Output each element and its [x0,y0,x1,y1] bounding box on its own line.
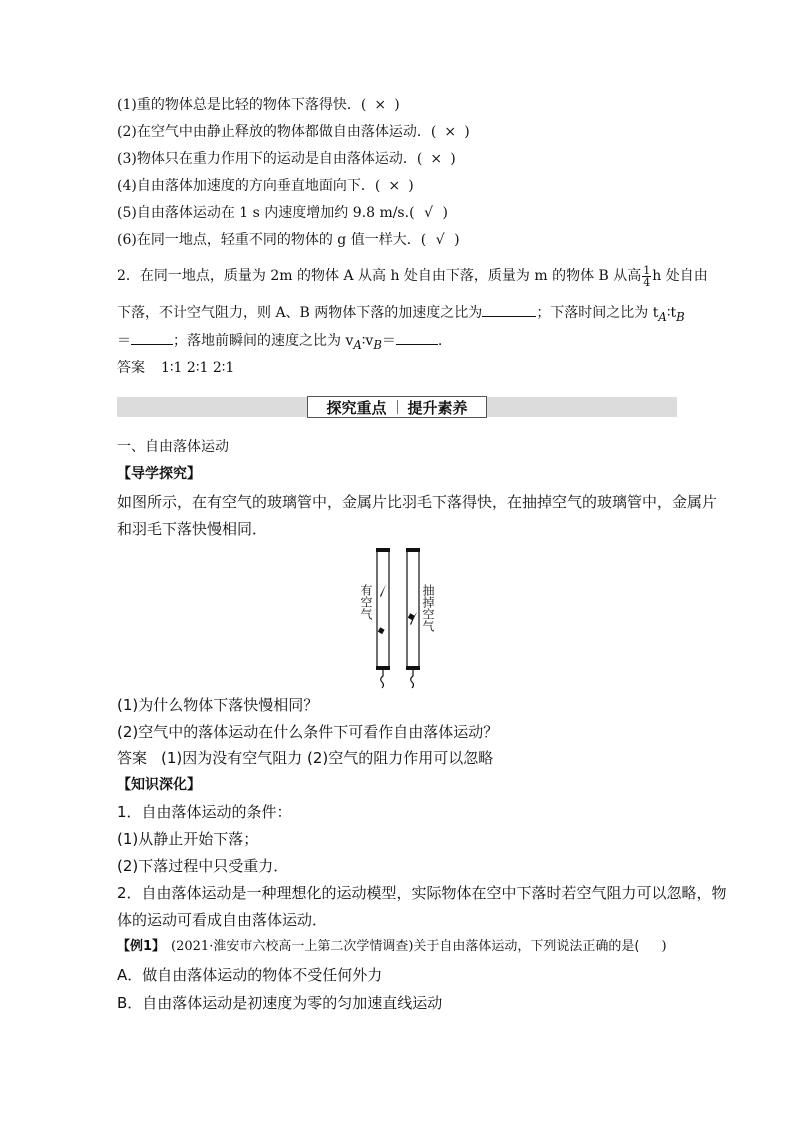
subscript: B [676,309,685,324]
subscript: A [658,309,667,324]
falling-tubes-figure [355,548,445,690]
q2-line-2 [117,302,685,327]
judgment-text: (5)自由落体运动在 1 s 内速度增加约 9.8 m/s.( [117,205,415,221]
judgment-mark: × [444,124,457,140]
q2-text: ∶t [666,305,677,321]
example-label: 【例1】 [117,939,166,954]
guide-label: 【导学探究】 [117,466,201,482]
q2-text: 下落，不计空气阻力，则 A、B 两物体下落的加速度之比为 [117,305,483,321]
knowledge-1: 1．自由落体运动的条件： [117,803,292,821]
q2-line-1 [117,263,708,289]
section-heading: 一、自由落体运动 [117,439,229,455]
knowledge-2-line-2: 体的运动可看成自由落体运动． [117,911,328,929]
example-stem-close: ) [661,939,667,954]
option-a: A．做自由落体运动的物体不受任何外力 [117,966,383,984]
question-1: (1)为什么物体下落快慢相同？ [117,696,319,714]
answer-blank-accel-ratio[interactable] [482,302,536,317]
example-stem: 关于自由落体运动，下列说法正确的是( [413,939,640,954]
judgment-3 [117,149,456,169]
judgment-mark: × [388,178,401,194]
judgment-mark: × [430,151,443,167]
section1-answer [117,748,493,768]
judgment-5 [117,203,448,223]
answer-blank-time-ratio[interactable] [131,330,173,345]
q2-text: ＝ [117,333,131,349]
q2-text: ；下落时间之比为 t [536,305,659,321]
knowledge-label: 【知识深化】 [117,777,201,793]
q2-line-3 [117,330,442,355]
judgment-close: ) [450,151,456,167]
option-b: B．自由落体运动是初速度为零的匀加速直线运动 [117,994,443,1012]
q2-text: h 处自由 [652,268,708,284]
right-tube-base [406,666,420,670]
fraction-denominator: 4 [643,275,651,289]
judgment-1 [117,95,400,115]
banner-right: 提升素养 [407,398,468,417]
fraction-one-quarter [642,265,651,288]
judgment-mark: √ [435,232,445,248]
judgment-text: (6)在同一地点，轻重不同的物体的 g 值一样大．( [117,232,427,248]
answer-label: 答案 [117,749,148,767]
left-tube-base [376,666,390,670]
knowledge-2-line-1: 2．自由落体运动是一种理想化的运动模型，实际物体在空中下落时若空气阻力可以忽略，物 [117,884,727,902]
judgment-mark: × [374,97,387,113]
answer-text: 1∶1 2∶1 2∶1 [161,360,235,376]
right-tube [407,550,419,668]
intro-line-1: 如图所示，在有空气的玻璃管中，金属片比羽毛下落得快，在抽掉空气的玻璃管中，金属片 [117,493,718,511]
judgment-text: (4)自由落体加速度的方向垂直地面向下．( [117,178,381,194]
left-tube [377,550,389,668]
banner-divider [397,400,398,414]
subscript: B [373,337,382,352]
judgment-mark: √ [424,205,433,221]
judgment-close: ) [442,205,448,221]
example-1-stem [117,937,667,957]
q2-text: ∶v [361,333,374,349]
answer-text: (1)因为没有空气阻力 (2)空气的阻力作用可以忽略 [161,749,494,767]
q2-text: ＝ [381,333,396,349]
judgment-close: ) [408,178,414,194]
right-tube-cap [406,548,420,552]
q2-text: ；落地前瞬间的速度之比为 v [173,333,354,349]
right-valve [411,670,414,688]
label-with-air: 有空气 [359,584,373,620]
q2-text: . [437,333,443,349]
knowledge-1b: (2)下落过程中只受重力． [117,857,289,875]
example-source: (2021·淮安市六校高一上第二次学情调查) [171,939,414,954]
answer-blank-velocity-ratio[interactable] [396,330,438,345]
judgment-text: (3)物体只在重力作用下的运动是自由落体运动．( [117,151,423,167]
knowledge-1a: (1)从静止开始下落； [117,830,259,848]
q2-text: 2．在同一地点，质量为 2m 的物体 A 从高 h 处自由下落，质量为 m 的物体 B 从高 [117,268,642,284]
subscript: A [353,337,362,352]
banner-left: 探究重点 [326,398,387,417]
label-air-removed: 抽掉空气 [421,584,435,632]
judgment-4 [117,176,414,196]
intro-line-2: 和羽毛下落快慢相同． [117,520,268,538]
question-2: (2)空气中的落体运动在什么条件下可看作自由落体运动？ [117,723,499,741]
judgment-6 [117,230,460,250]
left-tube-cap [376,548,390,552]
judgment-close: ) [394,97,400,113]
judgment-close: ) [454,232,460,248]
judgment-2 [117,122,470,142]
left-valve [381,670,384,688]
answer-label: 答案 [117,360,145,376]
judgment-text: (1)重的物体总是比轻的物体下落得快．( [117,97,367,113]
feather-left [380,584,386,597]
section-banner [307,396,487,418]
q2-answer [117,358,234,378]
fraction-numerator: 1 [643,263,651,277]
judgment-text: (2)在空气中由静止释放的物体都做自由落体运动．( [117,124,437,140]
judgment-close: ) [464,124,470,140]
metal-piece-left [378,627,385,634]
